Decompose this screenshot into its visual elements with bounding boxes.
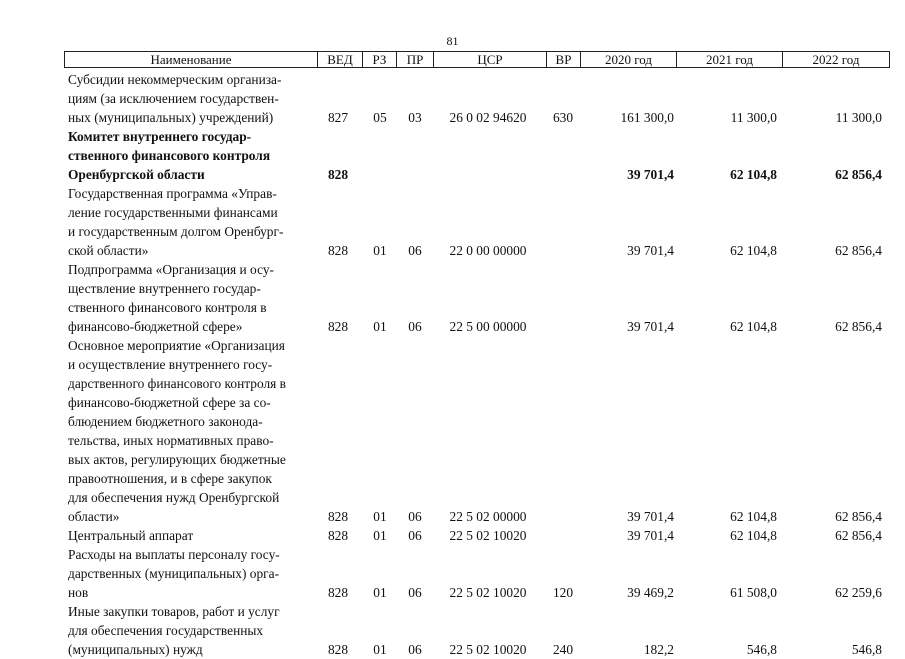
row-name-line: ных (муниципальных) учреждений) (68, 110, 274, 125)
row-rz: 05 (373, 110, 387, 125)
row-name-line: для обеспечения нужд Оренбургской (68, 490, 280, 505)
row-name-line: ственного финансового контроля (68, 148, 271, 163)
row-y2021: 546,8 (746, 642, 777, 657)
row-ved: 828 (327, 528, 349, 543)
row-csr: 22 5 02 10020 (449, 528, 527, 543)
row-name-line: ществление внутреннего государ- (68, 281, 261, 296)
row-name-line: нов (68, 585, 89, 600)
row-name-line: (муниципальных) нужд (68, 642, 203, 657)
row-y2020: 39 701,4 (627, 528, 674, 543)
table-row (0, 526, 905, 545)
row-y2022: 62 856,4 (835, 528, 882, 543)
row-name (68, 184, 318, 260)
row-name-line: и государственным долгом Оренбург- (68, 224, 284, 239)
row-name-line: Оренбургской области (68, 167, 205, 182)
row-name (68, 70, 318, 127)
row-name (68, 260, 318, 336)
row-y2022: 62 856,4 (835, 319, 882, 334)
row-ved: 828 (327, 243, 349, 258)
row-csr: 22 0 00 00000 (449, 243, 527, 258)
header-csr: ЦСР (433, 52, 546, 67)
table-row (0, 545, 905, 602)
row-name-line: Основное мероприятие «Организация (68, 338, 285, 353)
row-pr: 06 (408, 243, 422, 258)
row-name (68, 602, 318, 659)
header-2021: 2021 год (676, 52, 782, 67)
row-y2022: 546,8 (851, 642, 882, 657)
row-name-line: Расходы на выплаты персоналу госу- (68, 547, 280, 562)
row-name-line: Комитет внутреннего государ- (68, 129, 252, 144)
row-pr: 06 (408, 642, 422, 657)
row-name-line: Субсидии некоммерческим организа- (68, 72, 282, 87)
row-rz: 01 (373, 585, 387, 600)
row-y2020: 39 469,2 (627, 585, 674, 600)
row-y2022: 62 856,4 (835, 509, 882, 524)
row-name-line: блюдением бюджетного законода- (68, 414, 263, 429)
row-name-line: тельства, иных нормативных право- (68, 433, 274, 448)
row-pr: 03 (408, 110, 422, 125)
table-row (0, 184, 905, 260)
row-y2022: 62 259,6 (835, 585, 882, 600)
row-csr: 22 5 02 00000 (449, 509, 527, 524)
row-y2022: 62 856,4 (835, 167, 882, 182)
row-y2021: 62 104,8 (730, 243, 777, 258)
header-2020: 2020 год (580, 52, 676, 67)
row-y2020: 39 701,4 (627, 319, 674, 334)
row-y2021: 62 104,8 (730, 319, 777, 334)
row-name-line: финансово-бюджетной сфере» (68, 319, 243, 334)
row-y2020: 182,2 (643, 642, 674, 657)
row-y2021: 11 300,0 (730, 110, 777, 125)
row-y2022: 62 856,4 (835, 243, 882, 258)
row-ved: 828 (327, 642, 349, 657)
row-name-line: финансово-бюджетной сфере за со- (68, 395, 271, 410)
row-name-line: дарственных (муниципальных) орга- (68, 566, 280, 581)
table-row (0, 602, 905, 659)
row-pr: 06 (408, 509, 422, 524)
row-name-line: Государственная программа «Управ- (68, 186, 277, 201)
row-y2021: 62 104,8 (730, 528, 777, 543)
row-y2021: 62 104,8 (730, 167, 777, 182)
row-name-line: Иные закупки товаров, работ и услуг (68, 604, 280, 619)
row-pr: 06 (408, 319, 422, 334)
header-rz: РЗ (362, 52, 396, 67)
row-name (68, 545, 318, 602)
header-name: Наименование (150, 52, 232, 67)
row-pr: 06 (408, 528, 422, 543)
row-y2021: 62 104,8 (730, 509, 777, 524)
row-y2020: 39 701,4 (627, 243, 674, 258)
row-name-line: для обеспечения государственных (68, 623, 264, 638)
table-row (0, 260, 905, 336)
row-csr: 22 5 00 00000 (449, 319, 527, 334)
row-y2020: 39 701,4 (627, 167, 674, 182)
row-ved: 827 (327, 110, 349, 125)
page-number: 81 (446, 34, 459, 48)
row-name-line: правоотношения, и в сфере закупок (68, 471, 272, 486)
table-header (64, 51, 890, 68)
row-name-line: ской области» (68, 243, 149, 258)
header-vr: ВР (546, 52, 580, 67)
row-rz: 01 (373, 509, 387, 524)
row-ved: 828 (327, 167, 349, 182)
row-vr: 240 (552, 642, 574, 657)
table-row (0, 336, 905, 526)
header-pr: ПР (396, 52, 433, 67)
row-name-line: области» (68, 509, 120, 524)
row-rz: 01 (373, 642, 387, 657)
row-name (68, 526, 318, 545)
row-y2020: 39 701,4 (627, 509, 674, 524)
row-name-line: вых актов, регулирующих бюджетные (68, 452, 286, 467)
header-2022: 2022 год (782, 52, 889, 67)
row-vr: 630 (552, 110, 574, 125)
header-ved: ВЕД (317, 52, 362, 67)
row-rz: 01 (373, 319, 387, 334)
row-rz: 01 (373, 528, 387, 543)
row-name-line: ление государственными финансами (68, 205, 278, 220)
row-name-line: Подпрограмма «Организация и осу- (68, 262, 274, 277)
table-row (0, 70, 905, 127)
row-name-line: Центральный аппарат (68, 528, 194, 543)
row-name (68, 336, 318, 526)
row-ved: 828 (327, 509, 349, 524)
table-row (0, 127, 905, 184)
row-pr: 06 (408, 585, 422, 600)
row-ved: 828 (327, 585, 349, 600)
row-vr: 120 (552, 585, 574, 600)
row-name-line: и осуществление внутреннего госу- (68, 357, 273, 372)
row-csr: 26 0 02 94620 (449, 110, 527, 125)
row-name-line: циям (за исключением государствен- (68, 91, 279, 106)
row-ved: 828 (327, 319, 349, 334)
row-y2022: 11 300,0 (835, 110, 882, 125)
row-csr: 22 5 02 10020 (449, 642, 527, 657)
row-csr: 22 5 02 10020 (449, 585, 527, 600)
row-name-line: ственного финансового контроля в (68, 300, 267, 315)
row-name-line: дарственного финансового контроля в (68, 376, 286, 391)
row-rz: 01 (373, 243, 387, 258)
row-y2020: 161 300,0 (620, 110, 674, 125)
row-name (68, 127, 318, 184)
row-y2021: 61 508,0 (730, 585, 777, 600)
